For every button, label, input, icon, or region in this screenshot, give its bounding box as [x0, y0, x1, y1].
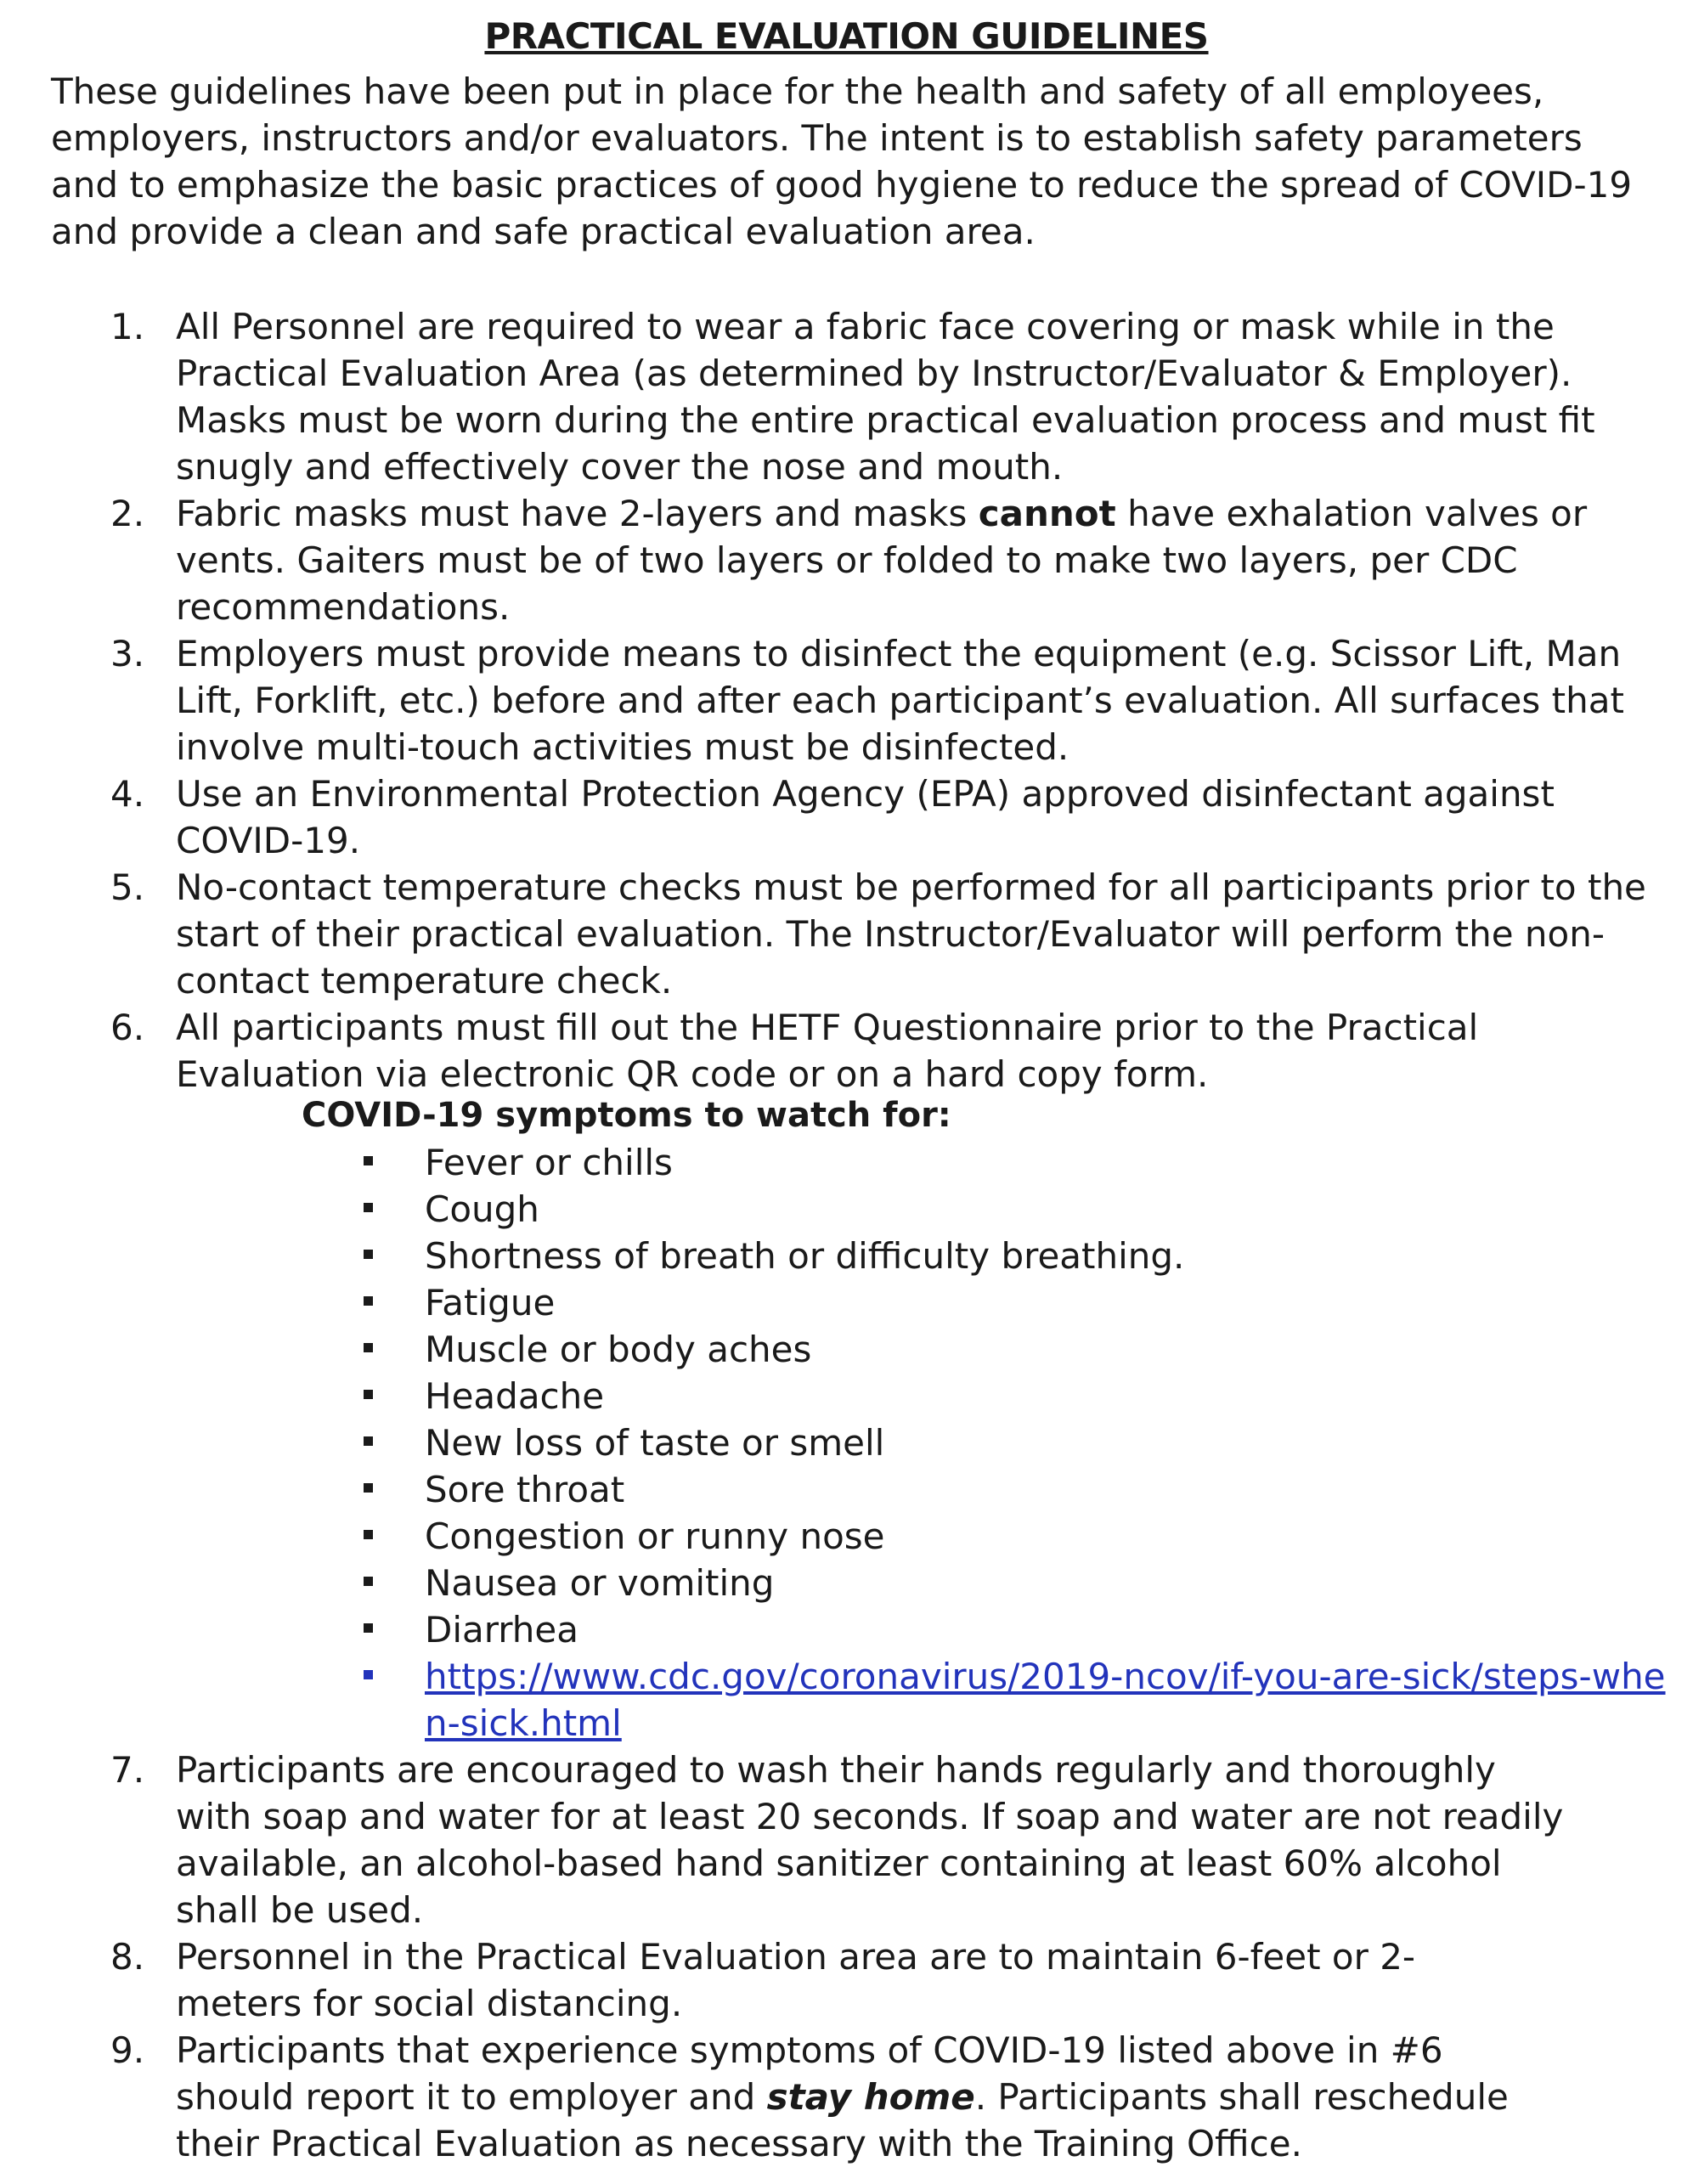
symptom-text: Fever or chills: [425, 1142, 673, 1183]
symptom-text: Muscle or body aches: [425, 1329, 812, 1370]
item-number: 7.: [110, 1749, 145, 1791]
item-text-part: Participants that experience symptoms of COVID-19 listed above in #6 should report it to employer and: [176, 2029, 1443, 2118]
item-text-bold: cannot: [978, 493, 1116, 534]
item-number: 1.: [110, 306, 145, 347]
item-text: All Personnel are required to wear a fabric face covering or mask while in the Practical Evaluation Area (as determined by Instructor/Evaluator & Employer). Masks must be worn during the entire practical evaluation process and must fit snugly and effectively cover the nose and mouth.: [176, 306, 1595, 488]
item-text: [176, 2027, 1569, 2167]
item-text-part: . Participants shall reschedule their Practical Evaluation as necessary with the Training Office.: [176, 2076, 1509, 2164]
square-bullet-icon: [364, 1390, 373, 1399]
item-text: Use an Environmental Protection Agency (EPA) approved disinfectant against COVID-19.: [176, 773, 1555, 861]
symptom-text: Cough: [425, 1188, 539, 1230]
square-bullet-icon: [364, 1203, 373, 1212]
square-bullet-icon: [364, 1530, 373, 1539]
item-number: 6.: [110, 1007, 145, 1048]
item-text: Personnel in the Practical Evaluation area are to maintain 6-feet or 2-meters for social distancing.: [176, 1936, 1416, 2024]
item-number: 4.: [110, 773, 145, 815]
symptom-text: Diarrhea: [425, 1609, 579, 1651]
item-number: 3.: [110, 633, 145, 674]
item-number: 2.: [110, 493, 145, 534]
symptom-text: Congestion or runny nose: [425, 1515, 885, 1557]
item-text-part: have exhalation valves or vents. Gaiters must be of two layers or folded to make two layers, per CDC recommendations.: [176, 493, 1588, 628]
page-title: PRACTICAL EVALUATION GUIDELINES: [484, 15, 1209, 57]
item-number: 8.: [110, 1936, 145, 1978]
square-bullet-icon: [364, 1156, 373, 1165]
square-bullet-icon: [364, 1623, 373, 1633]
cdc-link[interactable]: https://www.cdc.gov/coronavirus/2019-ncov/if-you-are-sick/steps-when-sick.html: [425, 1656, 1666, 1744]
square-bullet-icon: [364, 1483, 373, 1493]
square-bullet-icon: [364, 1436, 373, 1446]
item-text: [176, 490, 1671, 630]
symptom-text: Nausea or vomiting: [425, 1562, 775, 1604]
symptom-text: Shortness of breath or difficulty breathing.: [425, 1235, 1185, 1277]
symptom-text: New loss of taste or smell: [425, 1422, 885, 1464]
item-text-part: Fabric masks must have 2-layers and masks: [176, 493, 979, 534]
square-bullet-icon: [364, 1296, 373, 1306]
item-text: No-contact temperature checks must be performed for all participants prior to the start of their practical evaluation. The Instructor/Evaluator will perform the non-contact temperature check.: [176, 866, 1646, 1002]
item-text: All participants must fill out the HETF Questionnaire prior to the Practical Evaluation via electronic QR code or on a hard copy form.: [176, 1007, 1479, 1095]
square-bullet-icon: [364, 1577, 373, 1586]
item-number: 9.: [110, 2029, 145, 2071]
square-bullet-icon: [364, 1670, 373, 1679]
symptom-text: Headache: [425, 1375, 605, 1417]
symptom-text: Sore throat: [425, 1469, 625, 1510]
item-number: 5.: [110, 866, 145, 908]
square-bullet-icon: [364, 1250, 373, 1259]
symptom-text: Fatigue: [425, 1282, 556, 1323]
square-bullet-icon: [364, 1343, 373, 1352]
item-text: Employers must provide means to disinfect the equipment (e.g. Scissor Lift, Man Lift, Forklift, etc.) before and after each participant’s evaluation. All surfaces that involve multi-touch activities must be disinfected.: [176, 633, 1624, 768]
item-text: Participants are encouraged to wash their hands regularly and thoroughly with soap and water for at least 20 seconds. If soap and water are not readily available, an alcohol-based hand sanitizer containing at least 60% alcohol shall be used.: [176, 1749, 1564, 1931]
symptoms-heading: COVID-19 symptoms to watch for:: [302, 1096, 951, 1135]
item-text-bold: stay home: [766, 2076, 975, 2118]
intro-paragraph: These guidelines have been put in place for the health and safety of all employees, employers, instructors and/or evaluators. The intent is to establish safety parameters and to emphasize the basic practices of good hygiene to reduce the spread of COVID-19 and provide a clean and safe practical evaluation area.: [51, 71, 1633, 252]
